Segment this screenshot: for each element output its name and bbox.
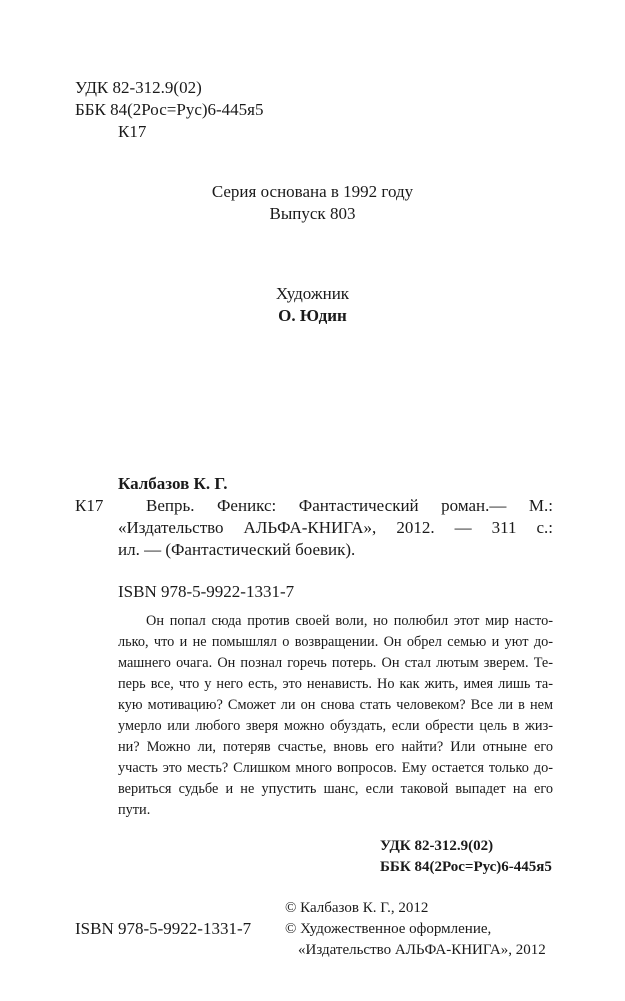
artist-label: Художник bbox=[275, 284, 350, 303]
bbk-code-top: ББК 84(2Рос=Рус)6-445я5 bbox=[75, 100, 264, 119]
annotation-line: пути. bbox=[118, 802, 151, 818]
copyright-publisher: «Издательство АЛЬФА-КНИГА», 2012 bbox=[298, 942, 546, 958]
catalog-line-2: «Издательство АЛЬФА-КНИГА», 2012. — 311 с.: bbox=[118, 518, 553, 537]
annotation-line: участь это месть? Слишком много вопросов. Ему остается только до- bbox=[118, 760, 553, 776]
udk-code-top: УДК 82-312.9(02) bbox=[75, 78, 202, 97]
catalog-line-1: Вепрь. Феникс: Фантастический роман.— М.: bbox=[146, 496, 553, 515]
catalog-author: Калбазов К. Г. bbox=[118, 474, 228, 493]
annotation-line: вериться судьбе и не упустить шанс, если таковой выпадет на его bbox=[118, 781, 553, 797]
udk-code-bottom: УДК 82-312.9(02) bbox=[380, 838, 494, 854]
isbn-bottom: ISBN 978-5-9922-1331-7 bbox=[75, 919, 252, 938]
series-founded: Серия основана в 1992 году bbox=[211, 182, 414, 201]
artist-name: О. Юдин bbox=[278, 306, 347, 325]
bbk-code-bottom: ББК 84(2Рос=Рус)6-445я5 bbox=[380, 859, 552, 875]
annotation-line: кую мотивацию? Сможет ли он снова стать человеком? Все ли в нем bbox=[118, 697, 553, 713]
catalog-isbn: ISBN 978-5-9922-1331-7 bbox=[118, 582, 295, 601]
catalog-mark: К17 bbox=[75, 496, 104, 515]
copyright-author: © Калбазов К. Г., 2012 bbox=[285, 900, 429, 916]
copyright-design: © Художественное оформление, bbox=[285, 921, 492, 937]
series-issue: Выпуск 803 bbox=[269, 204, 356, 223]
annotation-line: лько, что и не помышлял о возвращении. Он обрел семью и уют до- bbox=[118, 634, 553, 650]
annotation-line: перь все, что у него есть, это ненависть. Но как жить, имея лишь та- bbox=[118, 676, 553, 692]
author-mark-top: К17 bbox=[118, 122, 147, 141]
annotation-line: ни? Можно ли, потеряв счастье, вновь его найти? Или отныне его bbox=[118, 739, 553, 755]
annotation-line: Он попал сюда против своей воли, но полюбил этот мир насто- bbox=[146, 613, 553, 629]
catalog-line-3: ил. — (Фантастический боевик). bbox=[118, 540, 356, 559]
annotation bbox=[118, 611, 553, 821]
annotation-line: машнего очага. Он познал горечь потерь. Он стал лютым зверем. Те- bbox=[118, 655, 553, 671]
annotation-line: умерло или любого зверя можно обуздать, если обрести цель в жиз- bbox=[118, 718, 553, 734]
